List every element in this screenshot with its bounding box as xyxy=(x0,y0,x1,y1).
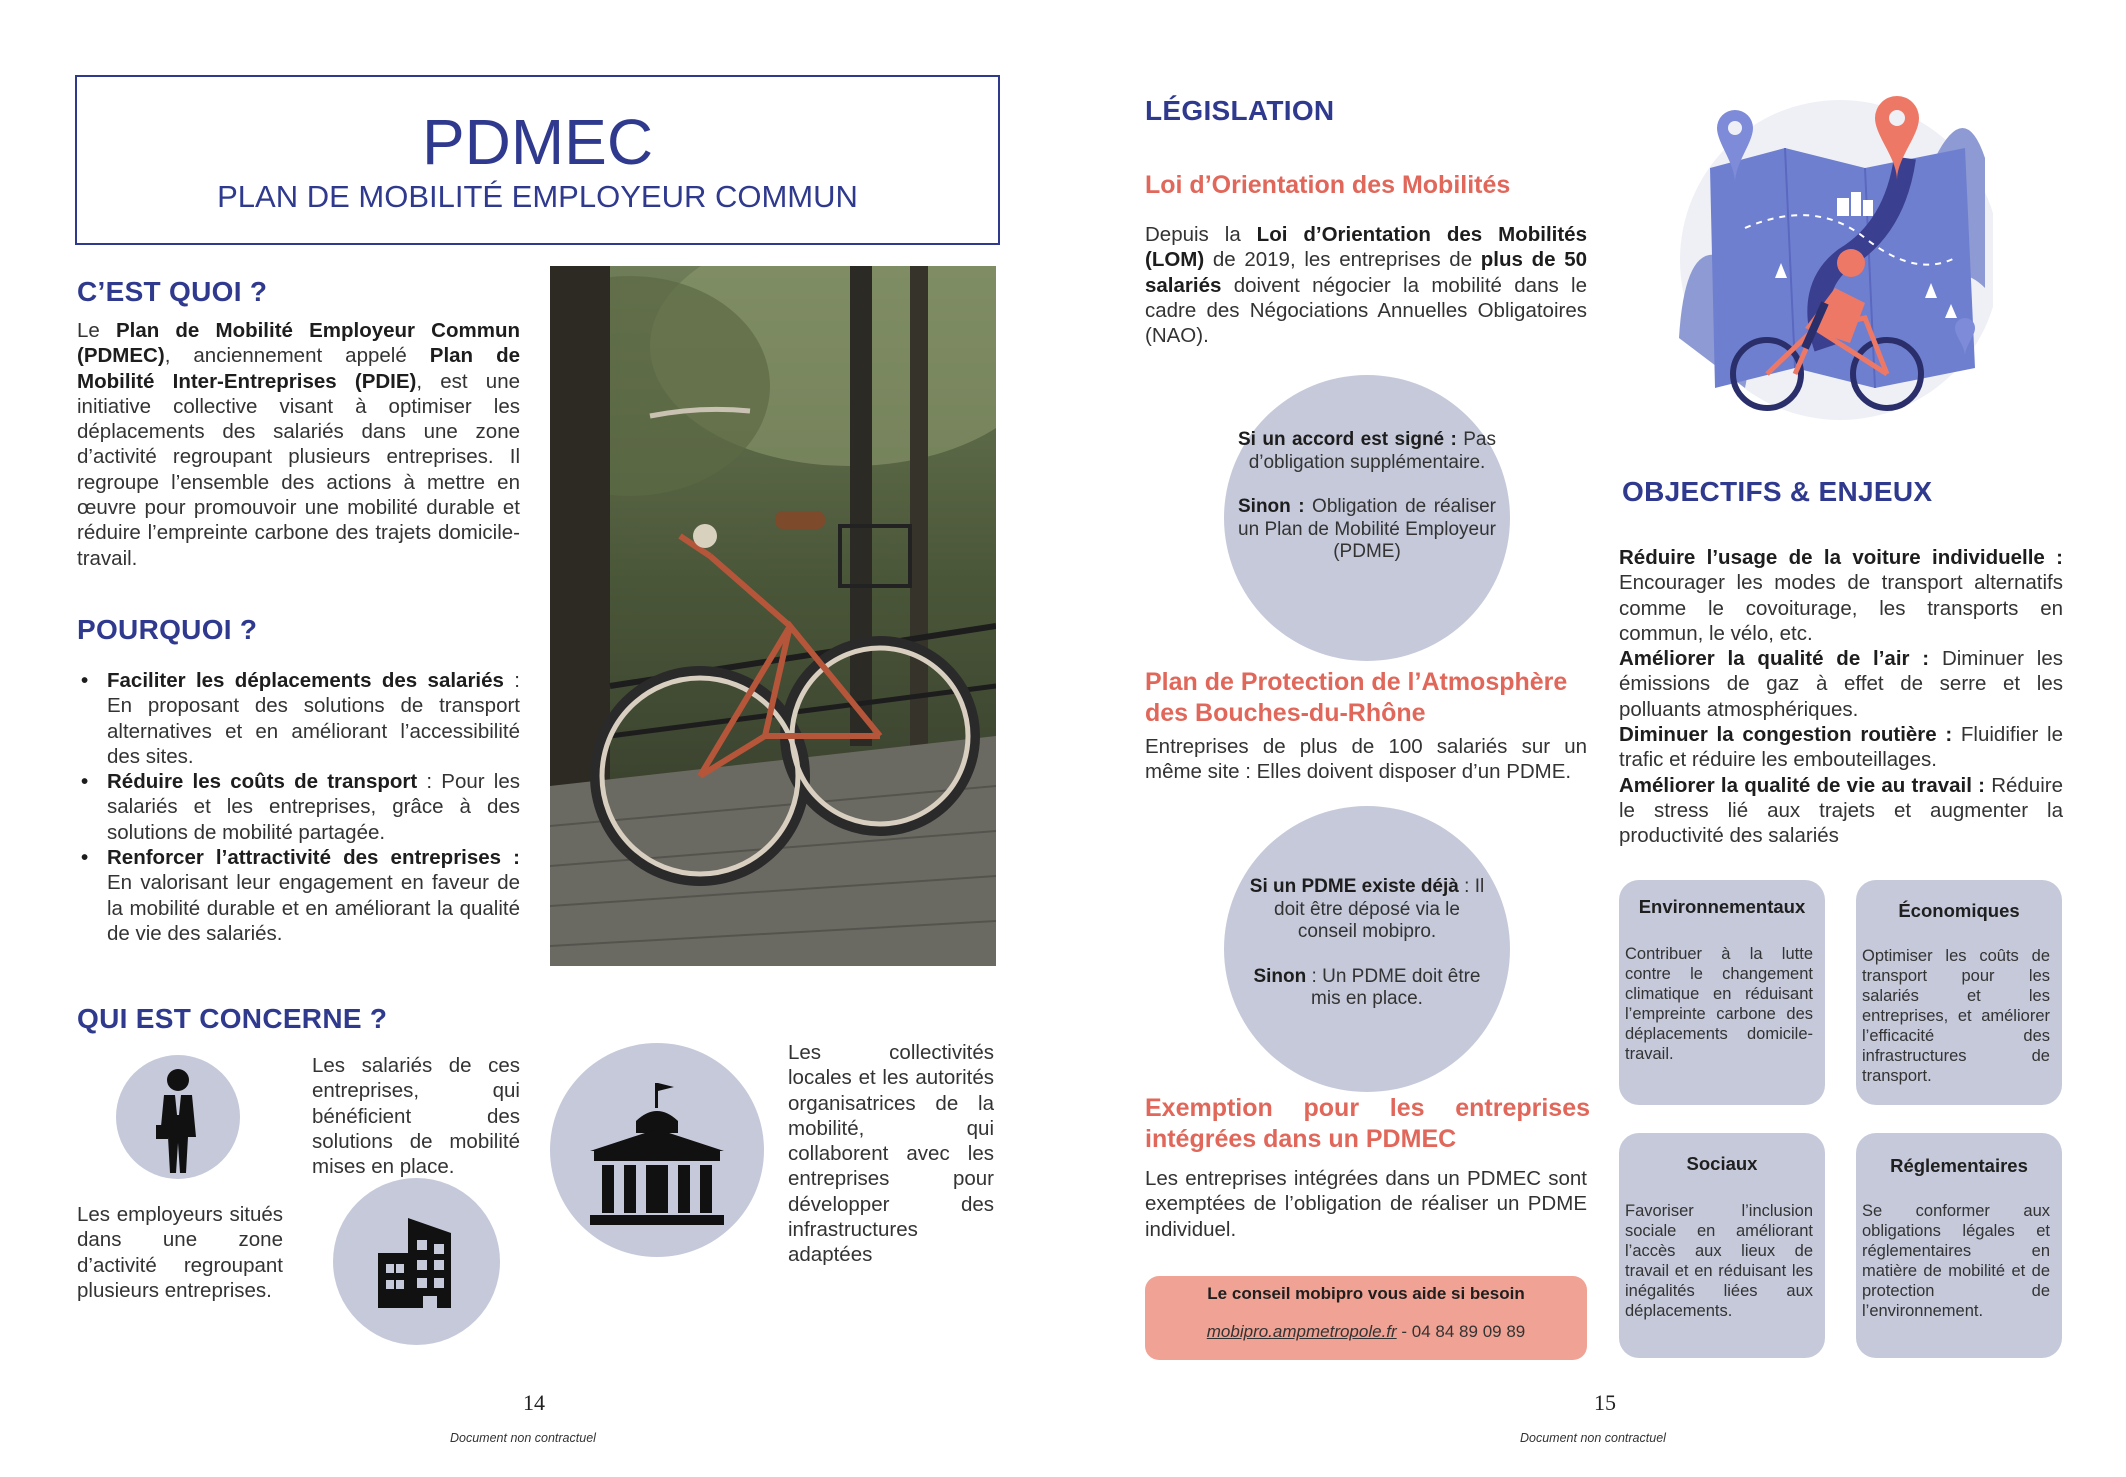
contact-line xyxy=(1145,1322,1587,1342)
list-item: • Renforcer l’attractivité des entreprises : En valorisant leur engagement en faveur de la mobilité durable et en améliorant la qualité de vie des salariés. xyxy=(77,845,520,946)
page-title: PDMEC xyxy=(421,106,654,178)
qui-heading: QUI EST CONCERNE ? xyxy=(77,1003,388,1034)
list-item: Réduire l’usage de la voiture individuelle : Encourager les modes de transport alternatifs comme le covoiturage, les transports en commun, le vélo, etc. xyxy=(1619,546,2063,645)
cest-quoi-heading: C’EST QUOI ? xyxy=(77,276,268,307)
contact-box xyxy=(1145,1276,1587,1360)
card-environnementaux xyxy=(1619,880,1825,1105)
title-box xyxy=(75,75,1000,245)
lom-text: Depuis la Loi d’Orientation des Mobilités (LOM) de 2019, les entreprises de plus de 50 salariés doivent négocier la mobilité dans le cadre des Négociations Annuelles Obligatoires (NAO). xyxy=(1145,223,1587,348)
exemption-text: Les entreprises intégrées dans un PDMEC sont exemptées de l’obligation de réaliser un PDME individuel. xyxy=(1145,1167,1587,1241)
qui-employeurs-text: Les employeurs situés dans une zone d’activité regroupant plusieurs entreprises. xyxy=(77,1203,283,1302)
footer-right: Document non contractuel xyxy=(1520,1431,1666,1445)
card-title: Réglementaires xyxy=(1890,1155,2028,1176)
contact-phone: - 04 84 89 09 89 xyxy=(1396,1322,1526,1341)
lom-conditions-circle xyxy=(1224,375,1510,661)
card-reglementaires xyxy=(1856,1133,2062,1358)
card-title: Économiques xyxy=(1898,900,2020,921)
mobipro-link[interactable]: mobipro.ampmetropole.fr xyxy=(1206,1322,1397,1341)
lom-conditions-text: Si un accord est signé : Pas d’obligation supplémentaire. Sinon : Obligation de réaliser un Plan de Mobilité Employeur (PDME) xyxy=(1238,429,1496,562)
pourquoi-list xyxy=(77,668,520,946)
page-number-left: 14 xyxy=(523,1390,545,1415)
list-item: Améliorer la qualité de l’air : Diminuer les émissions de gaz à effet de serre et les polluants atmosphériques. xyxy=(1619,647,2063,721)
ppa-conditions-text: Si un PDME existe déjà : Il doit être déposé via le conseil mobipro. Sinon : Un PDME doit être mis en place. xyxy=(1249,876,1485,1009)
businessman-icon xyxy=(116,1055,240,1179)
cyclist-map-illustration xyxy=(1665,88,1993,426)
cest-quoi-text: Le Plan de Mobilité Employeur Commun (PDMEC), anciennement appelé Plan de Mobilité Inter-Entreprises (PDIE), est une initiative collective visant à optimiser les déplacements des salariés dans une zone d’activité regroupant plusieurs entreprises. Il regroupe l’ensemble des actions à mettre en œuvre pour promouvoir une mobilité durable et réduire l’empreinte carbone des trajets domicile-travail. xyxy=(77,319,520,570)
list-item: • Faciliter les déplacements des salariés : En proposant des solutions de transport alternatives et en améliorant l’accessibilité des sites. xyxy=(77,668,520,769)
card-text: Optimiser les coûts de transport pour les salariés et les entreprises, et améliorer l’efficacité des infrastructures de transport. xyxy=(1862,947,2050,1085)
card-sociaux xyxy=(1619,1133,1825,1358)
list-item: Diminuer la congestion routière : Fluidifier le trafic et réduire les embouteillages. xyxy=(1619,723,2064,772)
pourquoi-heading: POURQUOI ? xyxy=(77,614,258,645)
page-subtitle: PLAN DE MOBILITÉ EMPLOYEUR COMMUN xyxy=(217,179,858,214)
list-item: • Réduire les coûts de transport : Pour les salariés et les entreprises, grâce à des solutions de mobilité partagée. xyxy=(77,769,520,845)
contact-title: Le conseil mobipro vous aide si besoin xyxy=(1207,1284,1525,1303)
exemption-heading: Exemption pour les entreprises intégrées dans un PDMEC xyxy=(1145,1094,1590,1153)
ppa-text: Entreprises de plus de 100 salariés sur un même site : Elles doivent disposer d’un PDME. xyxy=(1145,735,1587,784)
bicycle-photo xyxy=(550,266,996,966)
card-title: Sociaux xyxy=(1686,1153,1758,1174)
qui-salaries-text: Les salariés de ces entreprises, qui bénéficient des solutions de mobilité mises en place. xyxy=(312,1054,520,1179)
card-text: Contribuer à la lutte contre le changement climatique en réduisant l’empreinte carbone des déplacements domicile-travail. xyxy=(1625,945,1813,1063)
card-economiques xyxy=(1856,880,2062,1105)
card-text: Se conformer aux obligations légales et réglementaires en matière de mobilité et de protection de l’environnement. xyxy=(1862,1202,2050,1320)
card-text: Favoriser l’inclusion sociale en améliorant l’accès aux lieux de travail et en réduisant les inégalités liées aux déplacements. xyxy=(1625,1202,1813,1320)
qui-collectivites-text: Les collectivités locales et les autorités organisatrices de la mobilité, qui collaborent avec les entreprises pour développer des infrastructures adaptées xyxy=(788,1041,994,1267)
ppa-conditions-circle xyxy=(1224,806,1510,1092)
footer-left: Document non contractuel xyxy=(450,1431,596,1445)
card-title: Environnementaux xyxy=(1638,896,1806,917)
legislation-heading: LÉGISLATION xyxy=(1145,95,1335,126)
objectifs-list xyxy=(1619,545,2063,849)
lom-heading: Loi d’Orientation des Mobilités xyxy=(1145,171,1511,199)
city-hall-icon xyxy=(550,1043,764,1257)
list-item: Améliorer la qualité de vie au travail : Réduire le stress lié aux trajets et augmenter la productivité des salariés xyxy=(1619,773,2063,848)
ppa-heading: Plan de Protection de l’Atmosphère des Bouches-du-Rhône xyxy=(1145,668,1568,727)
office-building-icon xyxy=(333,1178,500,1345)
page-number-right: 15 xyxy=(1594,1390,1616,1415)
objectifs-heading: OBJECTIFS & ENJEUX xyxy=(1622,476,1933,507)
